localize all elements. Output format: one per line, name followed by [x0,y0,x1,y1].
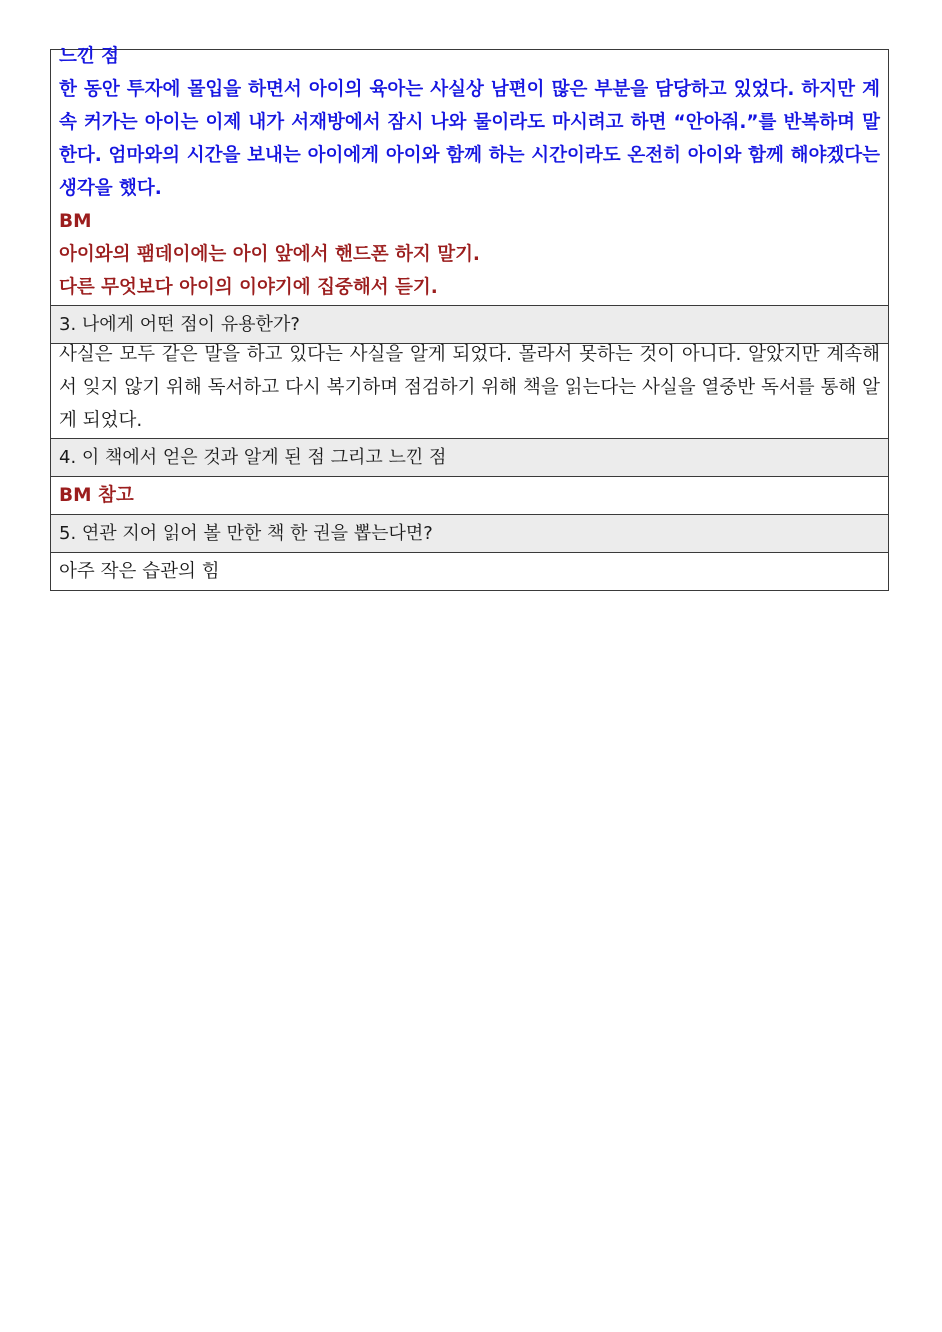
question-4-header: 4. 이 책에서 얻은 것과 알게 된 점 그리고 느낀 점 [51,438,888,476]
section1-cell [51,40,888,305]
bm-label: BM [59,211,92,232]
question-5-answer: 아주 작은 습관의 힘 [51,552,888,590]
bm-item: 아이와의 팸데이에는 아이 앞에서 핸드폰 하지 말기. [59,244,480,265]
question-3-answer: 사실은 모두 같은 말을 하고 있다는 사실을 알게 되었다. 몰라서 못하는 것이 아니다. 알았지만 계속해서 잊지 않기 위해 독서하고 다시 복기하며 점검하기 위해 책을 읽는다는 사실을 열중반 독서를 통해 알게 되었다. [59,344,880,431]
question-3-header: 3. 나에게 어떤 점이 유용한가? [51,305,888,343]
review-table [50,46,889,591]
question-4-answer: BM 참고 [51,476,888,514]
section1-paragraph: 한 동안 투자에 몰입을 하면서 아이의 육아는 사실상 남편이 많은 부분을 담당하고 있었다. 하지만 계속 커가는 아이는 이제 내가 서재방에서 잠시 나와 물이라도 마시려고 하면 “안아줘.”를 반복하며 말한다. 엄마와의 시간을 보내는 아이에게 아이와 함께 하는 시간이라도 온전히 아이와 함께 해야겠다는 생각을 했다. [59,79,880,199]
section1-heading: 느낀 점 [59,46,120,67]
question-3-answer-cell [51,343,888,438]
bm-item: 다른 무엇보다 아이의 이야기에 집중해서 듣기. [59,277,438,298]
question-5-header: 5. 연관 지어 읽어 볼 만한 책 한 권을 뽑는다면? [51,514,888,552]
